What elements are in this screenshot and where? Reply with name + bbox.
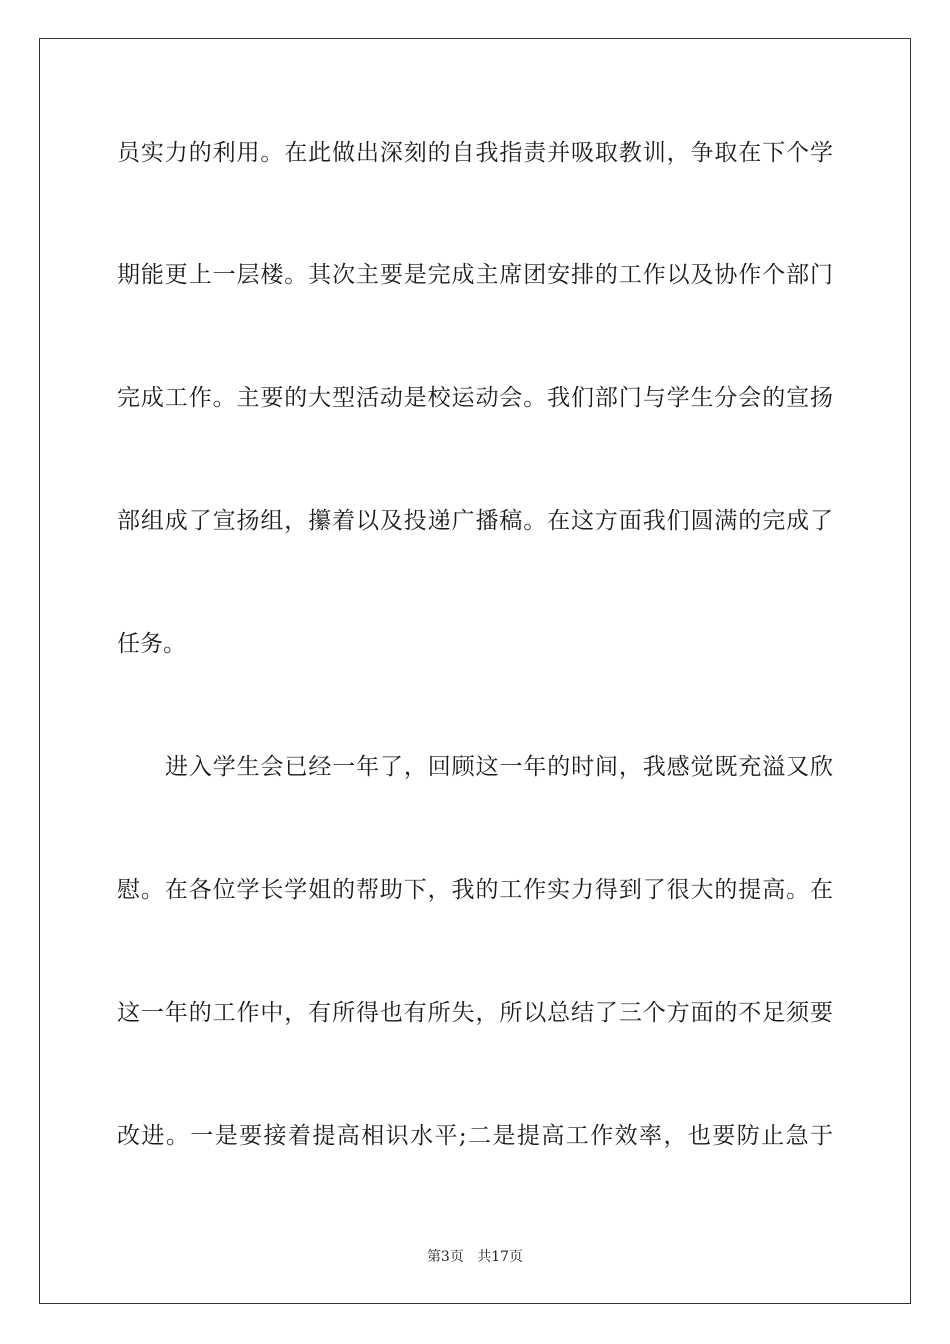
page-footer xyxy=(0,1248,950,1266)
page-number: 第3页 xyxy=(426,1249,464,1265)
paragraph-line-1: 员实力的利用。在此做出深刻的自我指责并吸取教训，争取在下个学 xyxy=(117,140,833,166)
paragraph-line-9: 改进。一是要接着提高相识水平;二是提高工作效率，也要防止急于 xyxy=(117,1123,833,1149)
page-total: 共17页 xyxy=(477,1249,524,1265)
page-border xyxy=(39,38,911,1304)
paragraph-line-5: 任务。 xyxy=(117,631,186,657)
paragraph-line-3: 完成工作。主要的大型活动是校运动会。我们部门与学生分会的宣扬 xyxy=(117,385,833,411)
paragraph-line-6: 进入学生会已经一年了，回顾这一年的时间，我感觉既充溢又欣 xyxy=(165,754,833,780)
paragraph-line-4: 部组成了宣扬组，攥着以及投递广播稿。在这方面我们圆满的完成了 xyxy=(117,508,833,534)
paragraph-line-7: 慰。在各位学长学姐的帮助下，我的工作实力得到了很大的提高。在 xyxy=(117,877,833,903)
paragraph-line-2: 期能更上一层楼。其次主要是完成主席团安排的工作以及协作个部门 xyxy=(117,262,833,288)
paragraph-line-8: 这一年的工作中，有所得也有所失，所以总结了三个方面的不足须要 xyxy=(117,1000,833,1026)
